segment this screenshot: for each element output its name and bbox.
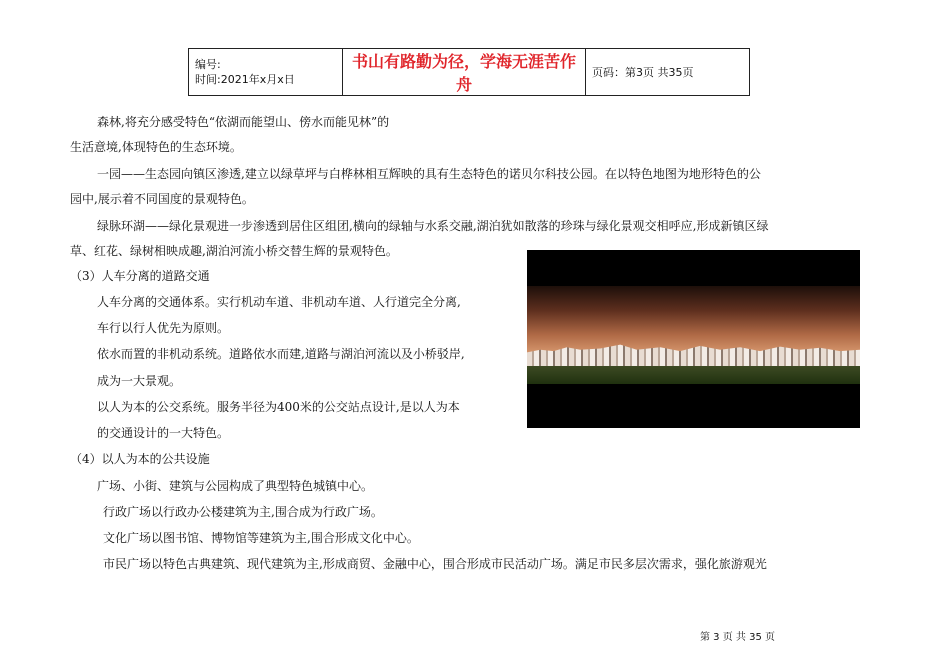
number-label: 编号: [195, 58, 221, 71]
header-meta-cell [189, 49, 343, 96]
body-line: 文化广场以图书馆、博物馆等建筑为主,围合形成文化中心。 [103, 531, 419, 545]
body-line: 园中,展示着不同国度的景观特色。 [70, 192, 254, 206]
page-footer: 第 3 页 共 35 页 [700, 632, 775, 643]
body-line: 广场、小街、建筑与公园构成了典型特色城镇中心。 [97, 479, 374, 493]
time-label: 时间:2021年x月x日 [195, 73, 295, 86]
section-heading: （4）以人为本的公共设施 [70, 452, 210, 466]
body-line: 一园——生态园向镇区渗透,建立以绿草坪与白桦林相互辉映的具有生态特色的诺贝尔科技公园。在以特色地图为地形特色的公 [97, 167, 761, 181]
body-line: 以人为本的公交系统。服务半径为400米的公交站点设计,是以人为本 [97, 400, 460, 414]
body-line: 的交通设计的一大特色。 [97, 426, 230, 440]
header-table [188, 48, 750, 96]
body-line: 行政广场以行政办公楼建筑为主,围合成为行政广场。 [103, 505, 383, 519]
body-line: 成为一大景观。 [97, 374, 182, 388]
town-panorama-image [527, 250, 860, 428]
motto: 书山有路勤为径，学海无涯苦作舟 [343, 49, 586, 96]
body-line: 依水而置的非机动系统。道路依水而建,道路与湖泊河流以及小桥驳岸, [97, 347, 465, 361]
body-line: 森林,将充分感受特色“依湖而能望山、傍水而能见林”的 [97, 115, 390, 129]
lawn [527, 366, 860, 384]
section-heading: （3）人车分离的道路交通 [70, 269, 210, 283]
body-line: 草、红花、绿树相映成趣,湖泊河流小桥交替生辉的景观特色。 [70, 244, 398, 258]
body-line: 生活意境,体现特色的生态环境。 [70, 140, 242, 154]
page-label: 页码：第3页 共35页 [586, 49, 750, 96]
body-line: 绿脉环湖——绿化景观进一步渗透到居住区组团,横向的绿轴与水系交融,湖泊犹如散落的珍珠与绿化景观交相呼应,形成新镇区绿 [97, 219, 769, 233]
body-line: 人车分离的交通体系。实行机动车道、非机动车道、人行道完全分离, [97, 295, 461, 309]
body-line: 车行以行人优先为原则。 [97, 321, 230, 335]
body-line: 市民广场以特色古典建筑、现代建筑为主,形成商贸、金融中心，围合形成市民活动广场。满足市民多层次需求，强化旅游观光 [103, 557, 767, 571]
